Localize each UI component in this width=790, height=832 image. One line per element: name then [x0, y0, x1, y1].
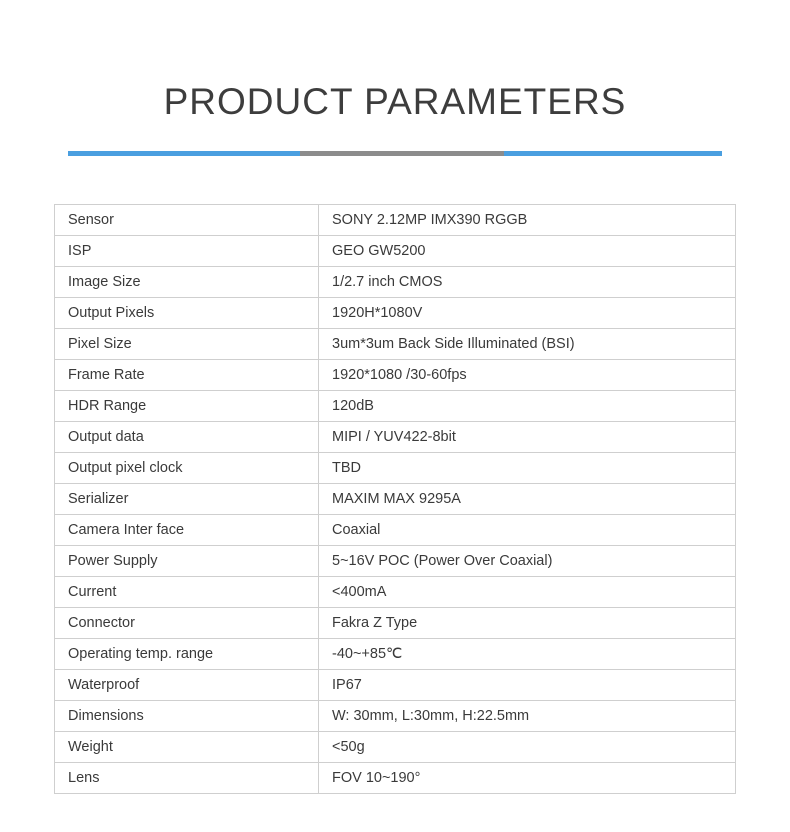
divider-segment-middle — [300, 151, 504, 156]
parameter-name-cell: Weight — [55, 731, 319, 762]
parameter-value-cell: SONY 2.12MP IMX390 RGGB — [319, 204, 736, 235]
divider-segment-right — [504, 151, 722, 156]
parameter-name-cell: Power Supply — [55, 545, 319, 576]
table-row — [55, 235, 736, 266]
parameter-name-cell: Camera Inter face — [55, 514, 319, 545]
parameter-name-cell: Connector — [55, 607, 319, 638]
parameter-value-cell: FOV 10~190° — [319, 762, 736, 793]
parameter-name-cell: Frame Rate — [55, 359, 319, 390]
divider-segment-left — [68, 151, 300, 156]
table-row — [55, 731, 736, 762]
table-row — [55, 638, 736, 669]
parameters-table-container — [54, 204, 736, 794]
parameter-value-cell: 5~16V POC (Power Over Coaxial) — [319, 545, 736, 576]
page-title: PRODUCT PARAMETERS — [163, 81, 627, 122]
parameter-name-cell: Lens — [55, 762, 319, 793]
parameter-name-cell: Pixel Size — [55, 328, 319, 359]
table-row — [55, 328, 736, 359]
parameter-value-cell: 1/2.7 inch CMOS — [319, 266, 736, 297]
parameter-value-cell: 1920*1080 /30-60fps — [319, 359, 736, 390]
table-row — [55, 266, 736, 297]
parameter-name-cell: Output data — [55, 421, 319, 452]
parameter-value-cell: W: 30mm, L:30mm, H:22.5mm — [319, 700, 736, 731]
table-row — [55, 700, 736, 731]
table-row — [55, 297, 736, 328]
parameter-value-cell: <50g — [319, 731, 736, 762]
parameter-value-cell: 1920H*1080V — [319, 297, 736, 328]
parameters-table-body — [55, 204, 736, 793]
parameter-name-cell: Operating temp. range — [55, 638, 319, 669]
parameter-value-cell: 120dB — [319, 390, 736, 421]
table-row — [55, 204, 736, 235]
parameter-name-cell: Output pixel clock — [55, 452, 319, 483]
table-row — [55, 483, 736, 514]
parameter-value-cell: Fakra Z Type — [319, 607, 736, 638]
table-row — [55, 359, 736, 390]
table-row — [55, 607, 736, 638]
parameter-value-cell: TBD — [319, 452, 736, 483]
parameter-value-cell: 3um*3um Back Side Illuminated (BSI) — [319, 328, 736, 359]
table-row — [55, 421, 736, 452]
parameter-name-cell: Sensor — [55, 204, 319, 235]
table-row — [55, 390, 736, 421]
table-row — [55, 514, 736, 545]
parameter-name-cell: Image Size — [55, 266, 319, 297]
table-row — [55, 762, 736, 793]
parameter-value-cell: MIPI / YUV422-8bit — [319, 421, 736, 452]
table-row — [55, 669, 736, 700]
parameter-value-cell: <400mA — [319, 576, 736, 607]
parameter-name-cell: Dimensions — [55, 700, 319, 731]
parameter-value-cell: GEO GW5200 — [319, 235, 736, 266]
table-row — [55, 545, 736, 576]
parameter-name-cell: HDR Range — [55, 390, 319, 421]
parameter-value-cell: IP67 — [319, 669, 736, 700]
parameter-name-cell: ISP — [55, 235, 319, 266]
table-row — [55, 452, 736, 483]
parameter-name-cell: Current — [55, 576, 319, 607]
parameter-value-cell: MAXIM MAX 9295A — [319, 483, 736, 514]
parameter-value-cell: -40~+85℃ — [319, 638, 736, 669]
parameter-name-cell: Output Pixels — [55, 297, 319, 328]
parameter-name-cell: Serializer — [55, 483, 319, 514]
table-row — [55, 576, 736, 607]
title-divider — [68, 151, 722, 156]
parameter-name-cell: Waterproof — [55, 669, 319, 700]
parameters-table — [54, 204, 736, 794]
parameter-value-cell: Coaxial — [319, 514, 736, 545]
